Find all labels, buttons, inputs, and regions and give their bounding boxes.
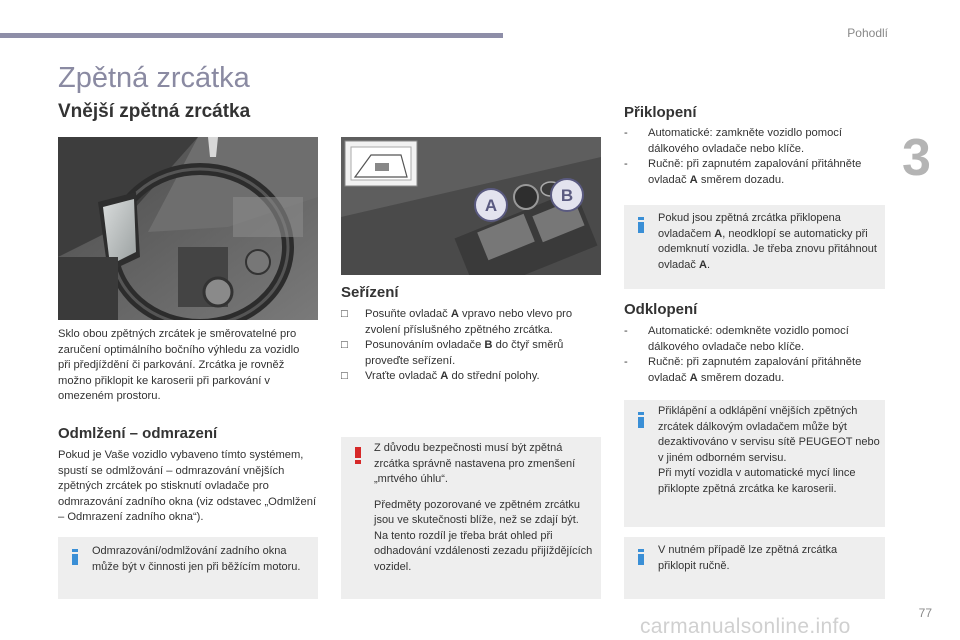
defrost-note-text: Odmrazování/odmlžování zadního okna může být v činnosti jen při běžícím motoru. xyxy=(92,545,301,573)
square-bullet-icon: □ xyxy=(341,339,348,351)
unfold-item: - Automatické: odemkněte vozidlo pomocí dálkového ovladače nebo klíče. xyxy=(624,325,849,353)
mirror-illustration xyxy=(58,137,318,320)
mirror-photo xyxy=(58,137,318,320)
unfold-items xyxy=(624,324,886,386)
warning-icon xyxy=(355,447,361,464)
adjust-step: □ Posunováním ovladače B do čtyř směrů proveďte seřízení. xyxy=(341,339,564,367)
fold-note-text: Pokud jsou zpětná zrcátka přiklopena ovladačem A, neodklopí se automaticky při odemknutí vozidla. Je třeba znovu přitáhnout ovladač A. xyxy=(658,212,877,271)
manual-fold-note xyxy=(624,537,885,599)
label-b: B xyxy=(560,186,574,205)
info-icon xyxy=(638,412,644,427)
label-a: A xyxy=(484,196,498,215)
section-name: Pohodlí xyxy=(847,26,888,40)
fold-items xyxy=(624,126,886,188)
intro-text: Sklo obou zpětných zrcátek je směrovatelné pro zaručení optimálního bočního výhledu za vozidlo při předjíždění či parkování. Zrcátka je rovněž možno přiklopit ke karoserii při parkování v omezeném prostoru. xyxy=(58,328,300,402)
info-icon xyxy=(638,217,644,232)
info-icon xyxy=(72,549,78,564)
warning-text: Z důvodu bezpečnosti musí být zpětná zrcátka správně nastavena pro zmenšení „mrtvého úhlu“. Předměty pozorované ve zpětném zrcátku jsou ve skutečnosti blíže, než se zdají být. Na tento rozdíl je třeba brát ohled při odhadování vzdálenosti zezadu přijíždějících vozidel. xyxy=(374,442,593,573)
adjust-step: □ Vraťte ovladač A do střední polohy. xyxy=(341,369,603,385)
fold-note xyxy=(624,205,885,289)
unfold-item: - Ručně: při zapnutém zapalování přitáhněte ovladač A směrem dozadu. xyxy=(624,356,862,384)
controls-photo xyxy=(341,137,601,275)
defrost-note xyxy=(58,537,318,599)
section-heading: Vnější zpětná zrcátka xyxy=(58,101,251,122)
adjust-steps xyxy=(341,307,603,385)
manual-fold-note-text: V nutném případě lze zpětná zrcátka přiklopit ručně. xyxy=(658,544,838,572)
fold-heading: Přiklopení xyxy=(624,104,697,121)
unfold-heading: Odklopení xyxy=(624,301,698,318)
controls-illustration xyxy=(341,137,601,275)
header-bar xyxy=(0,33,503,38)
page-title: Zpětná zrcátka xyxy=(58,62,250,94)
unfold-note-text: Přiklápění a odklápění vnějších zpětných zrcátek dálkovým ovladačem může být dezaktivováno v servisu sítě PEUGEOT nebo v jiném odborném servisu. Při mytí vozidla v automatické mycí lince přiklopte zpětná zrcátka ke karoserii. xyxy=(658,405,880,495)
info-icon xyxy=(638,549,644,564)
chapter-number: 3 xyxy=(902,129,931,187)
adjust-heading: Seřízení xyxy=(341,284,399,301)
unfold-note xyxy=(624,400,885,527)
safety-warning xyxy=(341,437,601,599)
square-bullet-icon: □ xyxy=(341,308,348,320)
defrost-text: Pokud je Vaše vozidlo vybaveno tímto systémem, spustí se odmlžování – odmrazování vnějších zpětných zrcátek po stisknutí ovladače pro odmrazování zadního okna (viz odstavec „Odmlžení – Odmrazení zadního okna“). xyxy=(58,449,317,523)
defrost-heading: Odmlžení – odmrazení xyxy=(58,425,218,442)
watermark: carmanualsonline.info xyxy=(640,615,851,638)
fold-item: - Ručně: při zapnutém zapalování přitáhněte ovladač A směrem dozadu. xyxy=(624,158,862,186)
adjust-step: □ Posuňte ovladač A vpravo nebo vlevo pro zvolení příslušného zpětného zrcátka. xyxy=(341,308,573,336)
square-bullet-icon: □ xyxy=(341,370,348,382)
fold-item: - Automatické: zamkněte vozidlo pomocí dálkového ovladače nebo klíče. xyxy=(624,127,843,155)
page-number: 77 xyxy=(918,606,932,620)
